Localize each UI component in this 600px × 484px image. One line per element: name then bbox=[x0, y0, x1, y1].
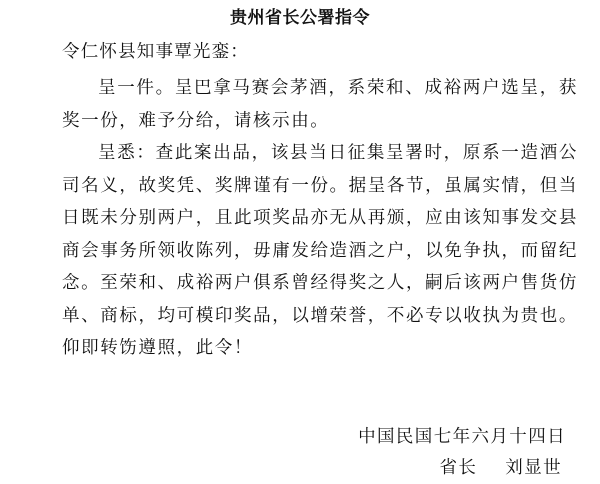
document-title: 贵州省长公署指令 bbox=[230, 8, 370, 28]
paragraph-instruction: 呈悉：查此案出品，该县当日征集呈署时，原系一造酒公司名义，故奖凭、奖牌谨有一份。据呈各节，虽属实情，但当日既未分别两户，且此项奖品亦无从再颁，应由该知事发交县商会事务所领收陈列，毋庸发给造酒之户，以免争执，而留纪念。至荣和、成裕两户俱系曾经得奖之人，嗣后该两户售货仿单、商标，均可模印奖品，以增荣誉，不必专以收执为贵也。仰即转饬遵照，此令！ bbox=[62, 143, 578, 358]
signature-title: 省长 bbox=[439, 458, 478, 478]
addressee-line: 令仁怀县知事覃光銮： bbox=[62, 42, 249, 62]
document-date: 中国民国七年六月十四日 bbox=[358, 427, 566, 447]
paragraph-summary: 呈一件。呈巴拿马赛会茅酒，系荣和、成裕两户选呈，获奖一份，难予分给，请核示由。 bbox=[62, 78, 578, 131]
signature-block bbox=[439, 456, 562, 480]
signature-name: 刘显世 bbox=[505, 458, 562, 478]
